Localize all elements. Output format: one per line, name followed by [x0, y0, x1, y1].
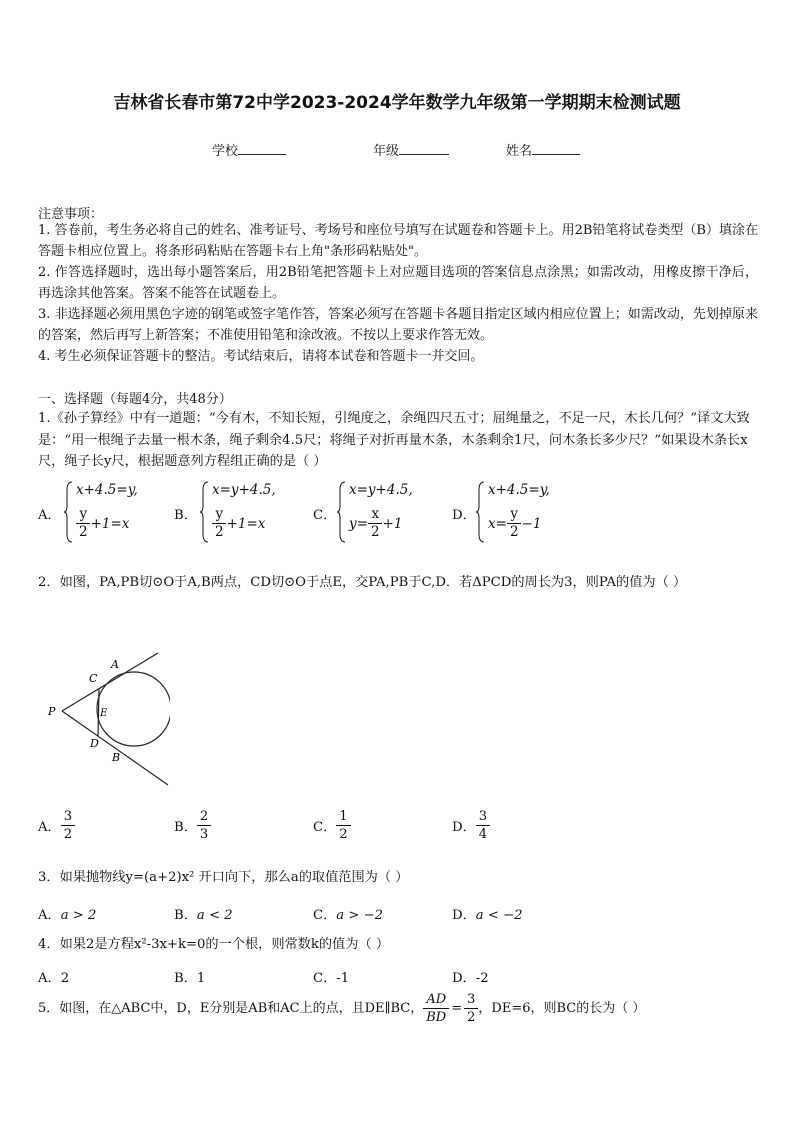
- tangent-circle-figure: [40, 645, 170, 790]
- label-c: C: [89, 672, 98, 685]
- tangent-pa: [62, 653, 158, 711]
- label-b: B: [112, 751, 121, 764]
- page-title: 吉林省长春市第72中学2023-2024学年数学九年级第一学期期末检测试题: [113, 93, 681, 113]
- label-e: E: [100, 708, 108, 719]
- grade-blank: [399, 142, 449, 155]
- brace-icon: [64, 480, 74, 544]
- q3-option-a: A．a > 2: [38, 908, 97, 923]
- note-item: 3. 非选择题必须用黑色字迹的钢笔或签字笔作答，答案必须写在答题卡各题目指定区域内相应位置上；如需改动，先划掉原来的答案，然后再写上新答案；不准使用铅笔和涂改液。不按以上要求作答无效。: [38, 307, 758, 343]
- q1-option-d-label: D．: [452, 508, 476, 523]
- question-1-text: 1.《孙子算经》中有一道题：“今有木，不知长短，引绳度之，余绳四尺五寸；屈绳量之，不足一尺，木长几何？”译文大致是：“用一根绳子去量一根木条，绳子剩余4.5尺；将绳子对折再量木条，木条剩余1尺，问木条长多少尺？”如果设木条长x尺，绳子长y尺，根据题意列方程组正确的是（ ）: [38, 411, 750, 469]
- brace-icon: [337, 480, 347, 544]
- note-item: 4. 考生必须保证答题卡的整洁。考试结束后，请将本试卷和答题卡一并交回。: [38, 349, 484, 364]
- brace-icon: [476, 480, 486, 544]
- tangent-cd: [98, 689, 99, 736]
- equation-line-1: x=y+4.5,: [212, 482, 276, 498]
- brace-icon: [200, 480, 210, 544]
- grade-field: [373, 140, 449, 159]
- equation-line-1: x=y+4.5,: [349, 482, 413, 498]
- q2-option-b: B． $\frac{2}{3}$: [174, 808, 211, 843]
- equation-line-1: x+4.5=y,: [76, 482, 138, 498]
- ratio-ad-bd: $\frac{AD}{BD}$: [423, 991, 449, 1026]
- q2-option-c: C． $\frac{1}{2}$: [313, 808, 351, 843]
- q3-option-d: D．a < −2: [452, 908, 523, 923]
- q2-option-d: D． $\frac{3}{4}$: [452, 808, 490, 843]
- label-a: A: [111, 658, 119, 671]
- notes-heading: 注意事项：: [38, 207, 104, 222]
- q4-option-d: D．-2: [452, 971, 489, 986]
- equation-line-2: $\frac{y}{2}$ +1=x: [76, 506, 129, 541]
- note-item: 2. 作答选择题时，选出每小题答案后，用2B铅笔把答题卡上对应题目选项的答案信息点涂黑；如需改动，用橡皮擦干净后，再选涂其他答案。答案不能答在试题卷上。: [38, 265, 758, 301]
- label-d: D: [90, 737, 99, 750]
- q3-option-c: C．a > −2: [313, 908, 384, 923]
- grade-label: 年级: [373, 144, 400, 159]
- question-4-text: 4．如果2是方程x²-3x+k=0的一个根，则常数k的值为（ ）: [38, 937, 390, 952]
- q2-option-a: A． $\frac{3}{2}$: [38, 808, 75, 843]
- name-label: 姓名: [506, 144, 533, 159]
- q4-option-b: B．1: [174, 971, 206, 986]
- note-item: 1. 答卷前，考生务必将自己的姓名、准考证号、考场号和座位号填写在试题卷和答题卡上。用2B铅笔将试卷类型（B）填涂在答题卡相应位置上。将条形码粘贴在答题卡右上角"条形码粘贴处"。: [38, 223, 758, 259]
- q1-option-a-label: A．: [38, 508, 61, 523]
- question-5-text: 5．如图，在△ABC中，D，E分别是AB和AC上的点，且DE∥BC， $\frac{AD}{BD}$ = $\frac{3}{2}$ ，DE=6，则BC的长为（ ）: [38, 992, 646, 1025]
- q1-option-c-label: C．: [313, 508, 337, 523]
- tangent-pb: [62, 711, 168, 785]
- school-field: [212, 140, 286, 159]
- school-label: 学校: [212, 144, 239, 159]
- question-2-text: 2．如图，PA,PB切⊙O于A,B两点，CD切⊙O于点E，交PA,PB于C,D．若ΔPCD的周长为3，则PA的值为（ ）: [38, 575, 687, 590]
- q3-option-b: B．a < 2: [174, 908, 233, 923]
- q1-option-b-label: B．: [174, 508, 197, 523]
- name-field: [506, 140, 580, 159]
- name-blank: [532, 142, 580, 155]
- equation-line-2: y= $\frac{x}{2}$ +1: [349, 506, 403, 540]
- label-p: P: [48, 705, 56, 718]
- question-3-text: 3．如果抛物线y=(a+2)x² 开口向下，那么a的取值范围为（ ）: [38, 870, 409, 885]
- section-heading: 一、选择题（每题4分，共48分）: [38, 392, 232, 407]
- ratio-value: $\frac{3}{2}$: [464, 991, 478, 1026]
- q4-option-a: A．2: [38, 971, 70, 986]
- equation-line-2: x= $\frac{y}{2}$ −1: [488, 506, 542, 540]
- equation-line-2: $\frac{y}{2}$ +1=x: [212, 506, 265, 541]
- school-blank: [238, 142, 286, 155]
- q4-option-c: C．-1: [313, 971, 350, 986]
- equation-line-1: x+4.5=y,: [488, 482, 550, 498]
